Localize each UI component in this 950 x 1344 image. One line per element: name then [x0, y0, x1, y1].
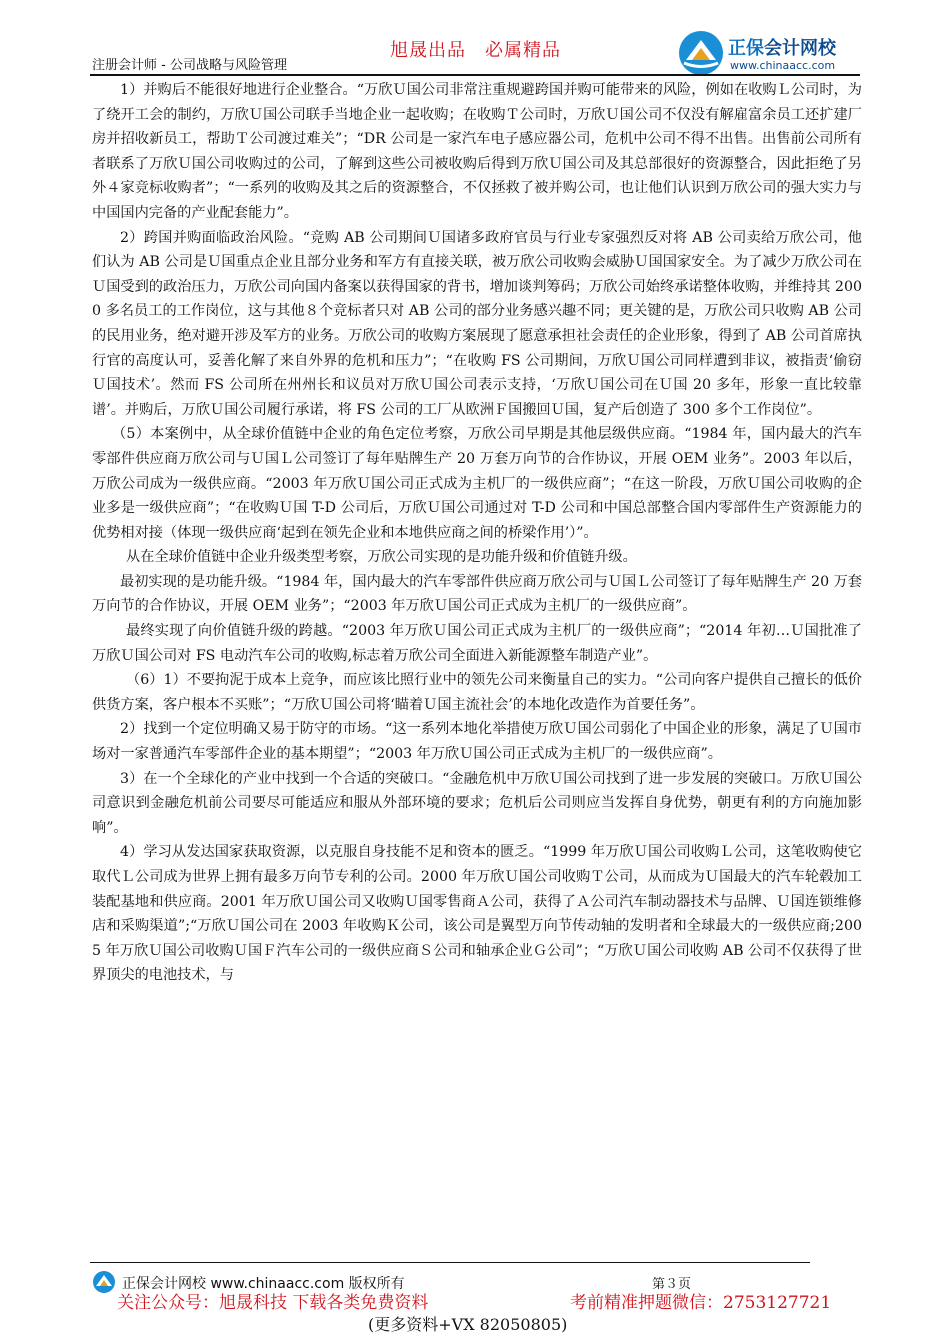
logo-url: www.chinaacc.com [730, 59, 836, 72]
paragraph-5: 最初实现的是功能升级。“1984 年，国内最大的汽车零部件供应商万欣公司与Ｕ国Ｌ公司签订了每年贴牌生产 20 万套万向节的合作协议，开展 OEM 业务”；“2003 年万欣Ｕ国公司正式成为主机厂的一级供应商”。 [92, 573, 862, 615]
paragraph-9: 3）在一个全球化的产业中找到一个合适的突破口。“金融危机中万欣Ｕ国公司找到了进一步发展的突破口。万欣Ｕ国公司意识到金融危机前公司要尽可能适应和服从外部环境的要求；危机后公司则应当发挥自身优势，朝更有利的方向施加影响”。 [92, 770, 862, 836]
footer-copyright: 正保会计网校 www.chinaacc.com 版权所有 [122, 1276, 405, 1292]
paragraph-10: 4）学习从发达国家获取资源，以克服自身技能不足和资本的匮乏。“1999 年万欣Ｕ国公司收购Ｌ公司，这笔收购使它取代Ｌ公司成为世界上拥有最多万向节专利的公司。2000 年万欣Ｕ国公司收购Ｔ公司，从而成为Ｕ国最大的汽车轮毂加工装配基地和供应商。2001 年万欣Ｕ国公司又收购Ｕ国零售商Ａ公司，获得了Ａ公司汽车制动器技术与品牌、Ｕ国连锁维修店和采购渠道”;“万欣Ｕ国公司在 2003 年收购Ｋ公司，该公司是翼型万向节传动轴的发明者和全球最大的一级供应商;2005 年万欣Ｕ国公司收购Ｕ国Ｆ汽车公司的一级供应商Ｓ公司和轴承企业Ｇ公司”；“万欣Ｕ国公司收购 AB 公司不仅获得了世界顶尖的电池技术，与 [92, 844, 862, 984]
paragraph-4: 从在全球价值链中企业升级类型考察，万欣公司实现的是功能升级和价值链升级。 [126, 549, 637, 566]
header-divider [90, 74, 860, 76]
promo-wechat-account: 关注公众号：旭晟科技 下载各类免费资料 [117, 1293, 429, 1313]
document-body [92, 78, 862, 988]
paragraph-6: 最终实现了向价值链升级的跨越。“2003 年万欣Ｕ国公司正式成为主机厂的一级供应商”；“2014 年初…Ｕ国批准了万欣Ｕ国公司对 FS 电动汽车公司的收购,标志着万欣公司全面进入新能源整车制造产业”。 [92, 623, 862, 664]
document-subject: 注册会计师 - 公司战略与风险管理 [92, 58, 287, 73]
footer-divider [90, 1262, 810, 1263]
logo-icon [678, 30, 724, 76]
promo-wechat-contact: 考前精准押题微信：2753127721 [570, 1293, 832, 1313]
brand-logo [678, 30, 878, 78]
paragraph-1: 1）并购后不能很好地进行企业整合。“万欣Ｕ国公司非常注重规避跨国并购可能带来的风险，例如在收购Ｌ公司时，为了绕开工会的制约，万欣Ｕ国公司联手当地企业一起收购；在收购Ｔ公司时，万欣Ｕ国公司不仅没有解雇富余员工还扩建厂房并招收新员工，帮助Ｔ公司渡过难关”；“DR 公司是一家汽车电子感应器公司，危机中公司不得不出售。出售前公司所有者联系了万欣Ｕ国公司收购过的公司，了解到这些公司被收购后得到万欣Ｕ国公司及其总部很好的资源整合，因此拒绝了另外４家竞标收购者”；“一系列的收购及其之后的资源整合，不仅拯救了被并购公司，也让他们认识到万欣公司的强大实力与中国国内完备的产业配套能力”。 [92, 82, 862, 221]
logo-name: 会计网校 [764, 38, 836, 59]
logo-brand: 正保 [728, 38, 764, 59]
paragraph-8: 2）找到一个定位明确又易于防守的市场。“这一系列本地化举措使万欣Ｕ国公司弱化了中国企业的形象，满足了Ｕ国市场对一家普通汽车零部件企业的基本期望”；“2003 年万欣Ｕ国公司正式成为主机厂的一级供应商”。 [92, 721, 862, 763]
page-number: 第３页 [652, 1277, 692, 1292]
paragraph-2: 2）跨国并购面临政治风险。“竞购 AB 公司期间Ｕ国诸多政府官员与行业专家强烈反对将 AB 公司卖给万欣公司，他们认为 AB 公司是Ｕ国重点企业且部分业务和军方有直接关联，被万欣公司收购会威胁Ｕ国国家安全。为了减少万欣公司在Ｕ国受到的政治压力，万欣公司向国内备案以获得国家的背书，增加谈判筹码；万欣公司始终承诺整体收购，并维持其 2000 多名员工的工作岗位，这与其他８个竞标者只对 AB 公司的部分业务感兴趣不同；更关键的是，万欣公司只收购 AB 公司的民用业务，绝对避开涉及军方的业务。万欣公司的收购方案展现了愿意承担社会责任的企业形象，得到了 AB 公司首席执行官的高度认可，妥善化解了来自外界的危机和压力”；“在收购 FS 公司期间，万欣Ｕ国公司同样遭到非议，被指责‘偷窃Ｕ国技术’。然而 FS 公司所在州州长和议员对万欣Ｕ国公司表示支持，‘万欣Ｕ国公司在Ｕ国 20 多年，形象一直比较靠谱’。并购后，万欣Ｕ国公司履行承诺，将 FS 公司的工厂从欧洲Ｆ国搬回Ｕ国，复产后创造了 300 多个工作岗位”。 [92, 229, 862, 418]
header-slogan: 旭晟出品 必属精品 [390, 40, 561, 61]
paragraph-7: （6）1）不要拘泥于成本上竞争，而应该比照行业中的领先公司来衡量自己的实力。“公司向客户提供自己擅长的低价供货方案，客户根本不买账”；“万欣Ｕ国公司将‘瞄着Ｕ国主流社会’的本地化改造作为首要任务”。 [92, 672, 862, 713]
paragraph-3: （5）本案例中，从全球价值链中企业的角色定位考察，万欣公司早期是其他层级供应商。“1984 年，国内最大的汽车零部件供应商万欣公司与Ｕ国Ｌ公司签订了每年贴牌生产 20 万套万向节的合作协议，开展 OEM 业务”。2003 年以后，万欣公司成为一级供应商。“2003 年万欣Ｕ国公司正式成为主机厂的一级供应商”；“在这一阶段，万欣Ｕ国公司收购的企业多是一级供应商”；“在收购Ｕ国 T-D 公司后，万欣Ｕ国公司通过对 T-D 公司和中国总部整合国内零部件生产资源能力的优势相对接（体现一级供应商‘起到在领先企业和本地供应商之间的桥梁作用’）”。 [92, 426, 862, 541]
promo-more-materials: (更多资料+VX 82050805) [368, 1315, 568, 1334]
footer-logo-icon [92, 1270, 120, 1294]
